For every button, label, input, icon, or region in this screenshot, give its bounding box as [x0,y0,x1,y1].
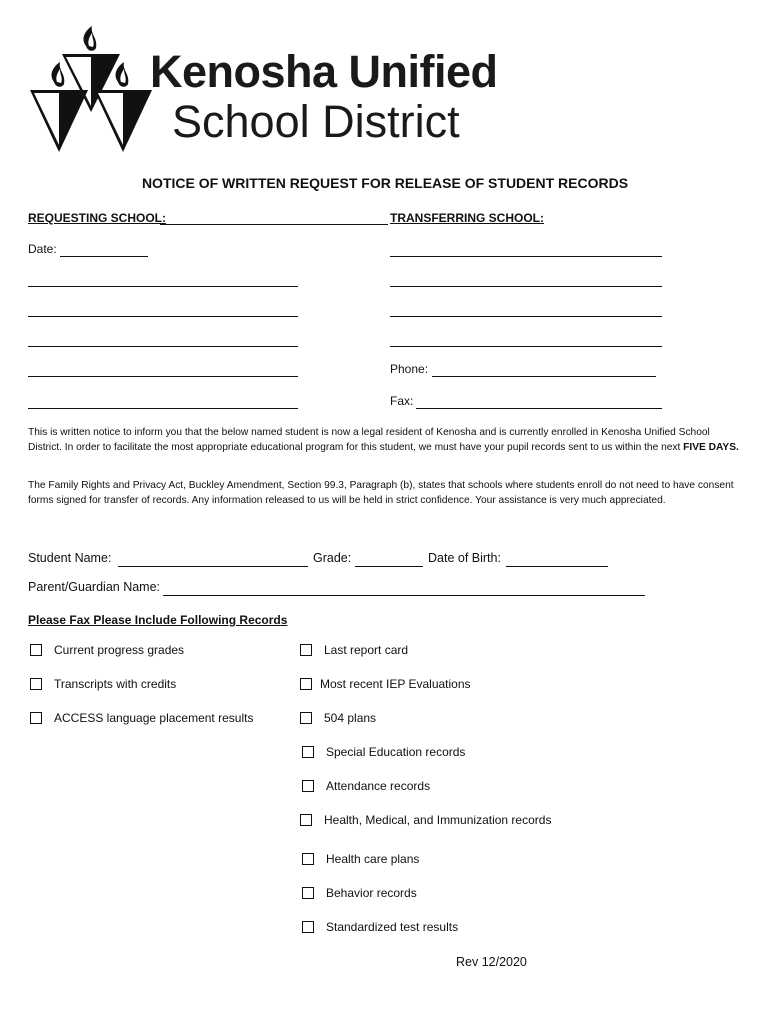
requesting-school-header: REQUESTING SCHOOL: [28,211,167,225]
transferring-address-line[interactable] [390,316,662,317]
dob-field[interactable] [506,566,608,567]
requesting-address-line[interactable] [28,376,298,377]
notice-paragraph-1: This is written notice to inform you that the below named student is now a legal resident of Kenosha and is currently enrolled in Kenosha Unified School District. In order to facilitate the most appropriate educational program for this student, we must have your pupil records sent to us within the next FIVE DAYS. [28,427,739,453]
date-field[interactable] [60,256,148,257]
transferring-address-line[interactable] [390,256,662,257]
grade-field[interactable] [355,566,423,567]
requesting-address-line[interactable] [28,286,298,287]
records-section-header: Please Fax Please Include Following Records [28,613,288,627]
requesting-address-line[interactable] [28,316,298,317]
parent-guardian-field[interactable] [163,595,645,596]
record-checkbox-item[interactable]: Behavior records [302,886,417,900]
record-checkbox-item[interactable]: Health care plans [302,852,419,866]
checkbox[interactable] [300,644,312,656]
student-name-field[interactable] [118,566,308,567]
fax-label: Fax: [390,394,414,408]
checkbox[interactable] [302,746,314,758]
fax-field[interactable] [416,408,662,409]
phone-field[interactable] [432,376,656,377]
checkbox[interactable] [300,814,312,826]
flame-triangle-logo-icon [26,24,154,160]
district-name-line1: Kenosha Unified [150,46,498,97]
date-label: Date: [28,242,57,256]
record-checkbox-item[interactable]: Transcripts with credits [30,677,176,691]
district-name-line2: School District [172,96,460,147]
transferring-school-header: TRANSFERRING SCHOOL: [390,211,544,225]
record-checkbox-item[interactable]: Most recent IEP Evaluations [300,677,471,691]
record-checkbox-item[interactable]: Standardized test results [302,920,458,934]
parent-guardian-label: Parent/Guardian Name: [28,580,161,594]
record-checkbox-item[interactable]: 504 plans [300,711,376,725]
student-name-label: Student Name: [28,551,112,565]
grade-label: Grade: [313,551,352,565]
record-checkbox-item[interactable]: Health, Medical, and Immunization records [300,813,551,827]
revision-date: Rev 12/2020 [456,955,527,969]
checkbox[interactable] [302,780,314,792]
requesting-address-line[interactable] [28,346,298,347]
five-days-emphasis: FIVE DAYS. [683,442,739,453]
checkbox[interactable] [300,678,312,690]
phone-label: Phone: [390,362,429,376]
record-checkbox-item[interactable]: Last report card [300,643,408,657]
requesting-school-line[interactable] [160,224,388,225]
checkbox[interactable] [300,712,312,724]
form-title: NOTICE OF WRITTEN REQUEST FOR RELEASE OF STUDENT RECORDS [141,175,629,191]
record-checkbox-item[interactable]: Current progress grades [30,643,184,657]
checkbox[interactable] [302,887,314,899]
record-checkbox-item[interactable]: Attendance records [302,779,430,793]
transferring-address-line[interactable] [390,346,662,347]
checkbox[interactable] [30,712,42,724]
transferring-address-line[interactable] [390,286,662,287]
notice-paragraph-2: The Family Rights and Privacy Act, Buckley Amendment, Section 99.3, Paragraph (b), states that schools where students enroll do not need to have consent forms signed for transfer of records. Any information released to us will be held in strict confidence. Your assistance is very much appreciated. [28,480,734,506]
record-checkbox-item[interactable]: ACCESS language placement results [30,711,253,725]
dob-label: Date of Birth: [428,551,501,565]
requesting-address-line[interactable] [28,408,298,409]
checkbox[interactable] [30,644,42,656]
checkbox[interactable] [302,853,314,865]
checkbox[interactable] [30,678,42,690]
checkbox[interactable] [302,921,314,933]
record-checkbox-item[interactable]: Special Education records [302,745,465,759]
